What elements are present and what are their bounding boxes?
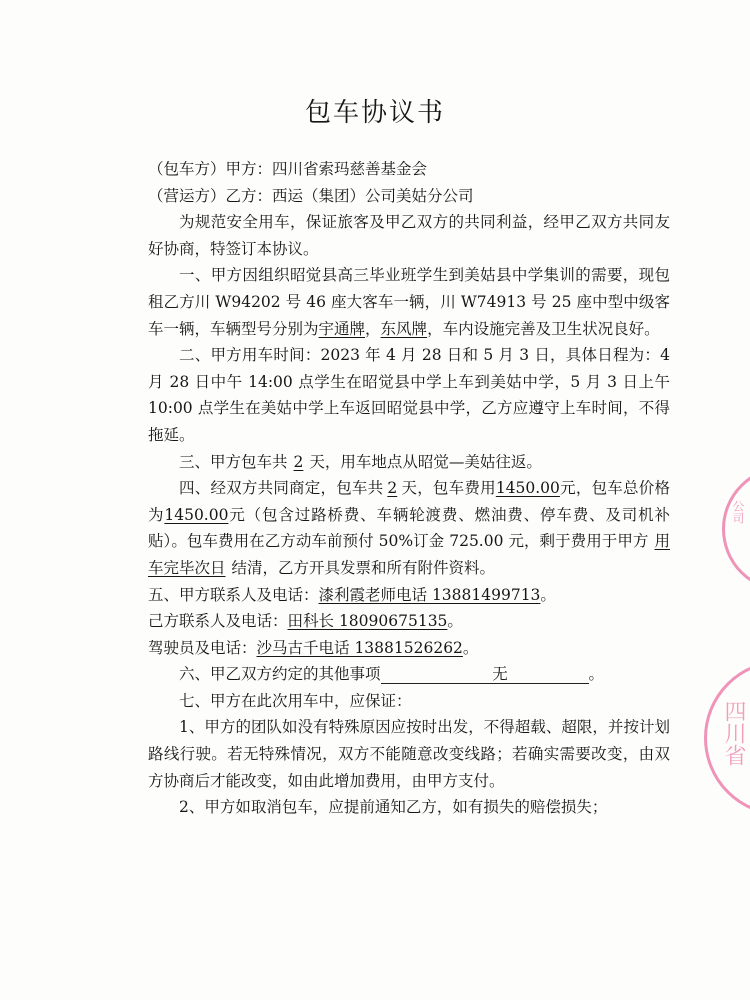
clause-1-text: 一、甲方因组织昭觉县高三毕业班学生到美姑县中学集训的需要，现包租乙方川 W94202 号 46 座大客车一辆，川 W74913 号 25 座中型中级客车一辆，车辆型号分别为: [148, 266, 670, 338]
clause-7-item-1: 1、甲方的团队如没有特殊原因应按时出发，不得超载、超限，并按计划路线行驶。若无特殊情况，双方不能随意改变线路；若确实需要改变，由双方协商后才能改变，如由此增加费用，由甲方支付。: [148, 718, 670, 790]
document-title: 包车协议书: [304, 98, 445, 128]
clause-4-fee: 1450.00: [495, 479, 560, 498]
agreement-body: [148, 156, 670, 821]
clause-6-value: 无: [381, 665, 589, 684]
clause-4-text-1: 四、经双方共同商定，包车共: [179, 479, 384, 498]
contact-a-line: [148, 582, 670, 609]
vehicle-brand-2: 东风牌: [380, 319, 428, 338]
party-b-name: 西运（集团）公司美姑分公司: [272, 186, 474, 205]
clause-4-text-5: 结清，乙方开具发票和所有附件资料。: [231, 558, 496, 577]
clause-7-item-2: 2、甲方如取消包车，应提前通知乙方，如有损失的赔偿损失；: [179, 798, 608, 817]
clause-4-days: 2: [387, 479, 398, 498]
clause-2: 二、甲方用车时间：2023 年 4 月 28 日和 5 月 3 日，具体日程为：4 月 28 日中午 14:00 点学生在昭觉县中学上车到美姑中学，5 月 3 日上午 10:00 点学生在美姑中学上车返回昭觉县中学，乙方应遵守上车时间，不得拖延。: [148, 346, 670, 444]
clause-4-text-2: 天，包车费用: [401, 479, 496, 498]
contact-b-value: 田科长 18090675135: [287, 612, 448, 631]
party-b-role: （营运方）: [148, 186, 226, 205]
contact-a-end: 。: [540, 585, 556, 604]
clause-4-text-4: 元（包含过路桥费、车辆轮渡费、燃油费、停车费、及司机补贴）。包车费用在乙方动车前预付 50%订金 725.00 元，剩于费用于甲方: [148, 505, 670, 551]
driver-end: 。: [462, 638, 479, 657]
company-seal: [722, 466, 750, 592]
driver-label: 驾驶员及电话：: [148, 638, 257, 657]
driver-line: [148, 635, 670, 662]
party-b-label: 乙方：: [225, 186, 273, 205]
clause-7-heading: 七、甲方在此次用车中，应保证：: [179, 691, 412, 710]
party-a-line: [148, 156, 670, 183]
clause-3-days: 2: [293, 452, 304, 471]
intro-paragraph: 为规范安全用车，保证旅客及甲乙双方的共同利益，经甲乙双方共同友好协商，特签订本协议。: [148, 213, 670, 258]
party-a-role: （包车方）: [148, 160, 226, 178]
contact-b-label: 己方联系人及电话：: [148, 612, 288, 631]
party-a-name: 四川省索玛慈善基金会: [272, 160, 428, 178]
clause-6-end: 。: [588, 665, 605, 684]
clause-4-total: 1450.00: [164, 505, 229, 524]
clause-3-end: 天，用车地点从昭觉—美姑往返。: [309, 452, 542, 471]
company-seal-text: 公司: [731, 500, 745, 524]
foundation-seal-text: 四川省: [721, 700, 746, 766]
driver-value: 沙马古千电话 13881526262: [256, 638, 463, 657]
clause-6-text: 六、甲乙双方约定的其他事项: [179, 665, 381, 684]
clause-6: [148, 661, 670, 688]
contact-b-line: [148, 608, 670, 635]
clause-1-sep: ，: [365, 319, 381, 338]
party-a-label: 甲方：: [225, 160, 273, 178]
vehicle-brand-1: 宇通牌: [318, 319, 366, 338]
clause-4-text-3: 元，包车总价格为: [148, 479, 670, 524]
contact-a-value: 漆利霞老师电话 13881499713: [318, 585, 541, 604]
contact-b-end: 。: [447, 612, 463, 631]
clause-1: [148, 262, 670, 342]
clause-1-end: ，车内设施完善及卫生状况良好。: [427, 319, 660, 338]
contact-a-label: 五、甲方联系人及电话：: [148, 585, 319, 604]
clause-3: [148, 449, 670, 476]
party-b-line: [148, 183, 670, 210]
clause-4-due: 用车完毕次日: [148, 532, 670, 577]
clause-4: [148, 475, 670, 581]
clause-3-text: 三、甲方包车共: [179, 452, 288, 471]
